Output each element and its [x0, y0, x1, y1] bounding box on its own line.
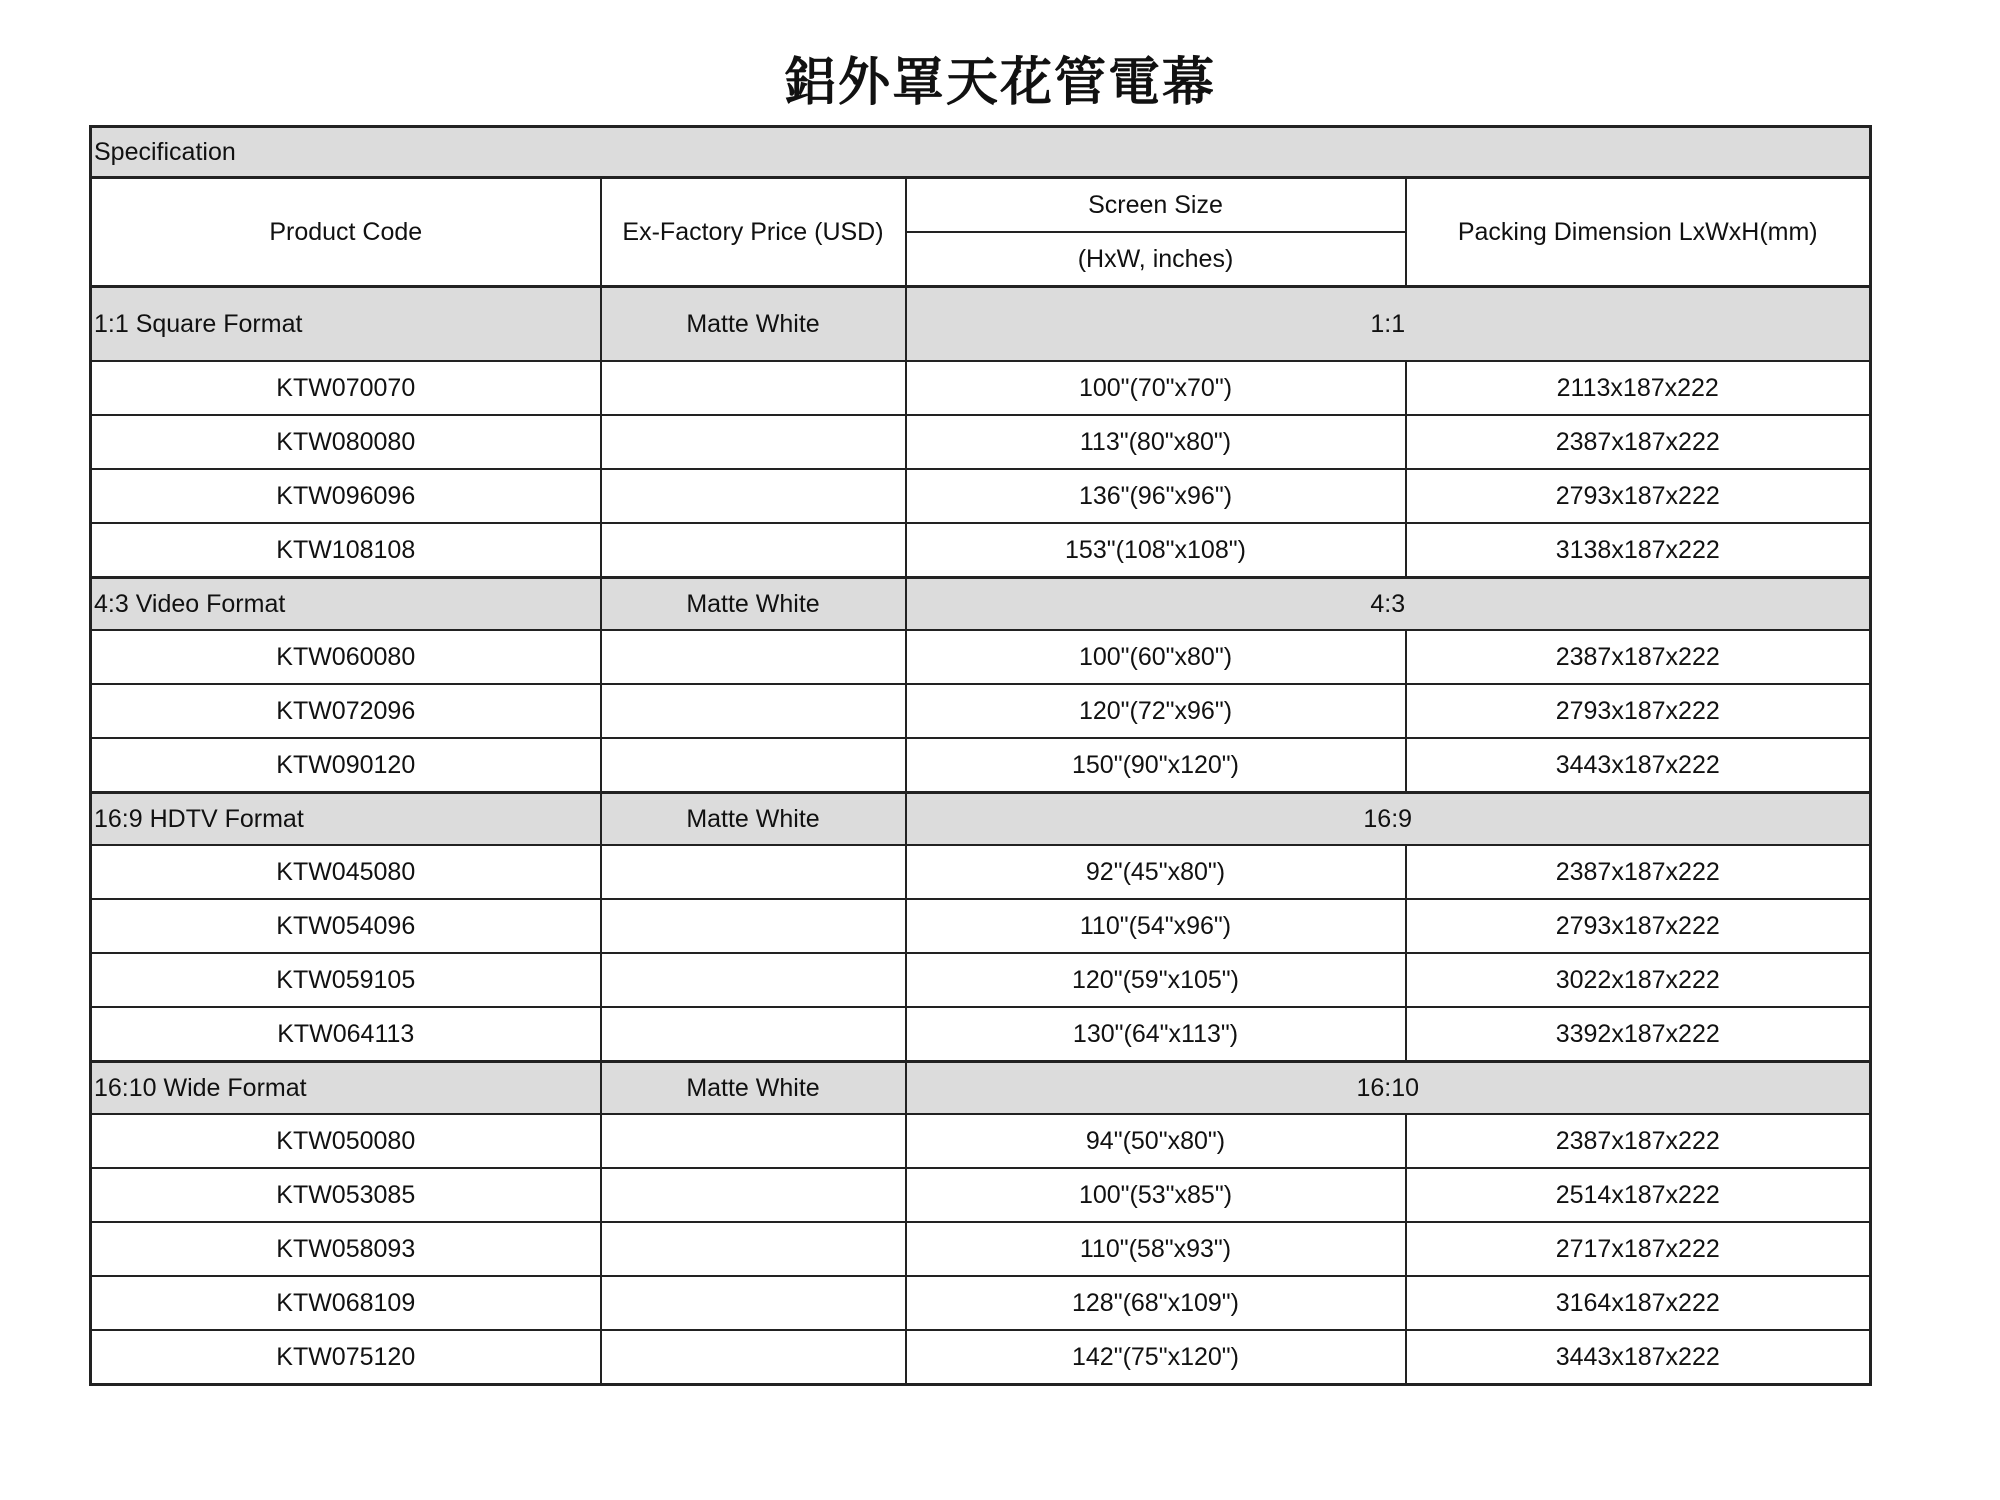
product-code-cell: KTW075120: [91, 1330, 601, 1385]
packing-dimension-cell: 2113x187x222: [1406, 361, 1871, 415]
group-finish: Matte White: [601, 287, 906, 362]
header-price: Ex-Factory Price (USD): [601, 178, 906, 287]
table-row: [91, 953, 1871, 1007]
price-cell: [601, 738, 906, 793]
packing-dimension-cell: 2387x187x222: [1406, 845, 1871, 899]
group-row: [91, 1062, 1871, 1115]
table-row: [91, 684, 1871, 738]
product-code-cell: KTW054096: [91, 899, 601, 953]
packing-dimension-cell: 3138x187x222: [1406, 523, 1871, 578]
screen-size-cell: 110"(58"x93"): [906, 1222, 1406, 1276]
packing-dimension-cell: 3443x187x222: [1406, 738, 1871, 793]
header-row: [91, 178, 1871, 233]
table-row: [91, 361, 1871, 415]
price-cell: [601, 1330, 906, 1385]
packing-dimension-cell: 2387x187x222: [1406, 415, 1871, 469]
group-aspect-ratio: 1:1: [906, 287, 1871, 362]
product-code-cell: KTW068109: [91, 1276, 601, 1330]
table-row: [91, 1114, 1871, 1168]
price-cell: [601, 1168, 906, 1222]
screen-size-cell: 153"(108"x108"): [906, 523, 1406, 578]
price-cell: [601, 1222, 906, 1276]
packing-dimension-cell: 3164x187x222: [1406, 1276, 1871, 1330]
screen-size-cell: 94"(50"x80"): [906, 1114, 1406, 1168]
screen-size-cell: 142"(75"x120"): [906, 1330, 1406, 1385]
group-format-name: 16:10 Wide Format: [91, 1062, 601, 1115]
product-code-cell: KTW090120: [91, 738, 601, 793]
product-code-cell: KTW108108: [91, 523, 601, 578]
screen-size-cell: 130"(64"x113"): [906, 1007, 1406, 1062]
group-row: [91, 287, 1871, 362]
screen-size-cell: 128"(68"x109"): [906, 1276, 1406, 1330]
price-cell: [601, 684, 906, 738]
screen-size-cell: 100"(53"x85"): [906, 1168, 1406, 1222]
table-row: [91, 1276, 1871, 1330]
screen-size-cell: 136"(96"x96"): [906, 469, 1406, 523]
price-cell: [601, 1007, 906, 1062]
screen-size-cell: 110"(54"x96"): [906, 899, 1406, 953]
product-code-cell: KTW080080: [91, 415, 601, 469]
header-screen-size-units: (HxW, inches): [906, 232, 1406, 287]
packing-dimension-cell: 3022x187x222: [1406, 953, 1871, 1007]
price-cell: [601, 630, 906, 684]
screen-size-cell: 113"(80"x80"): [906, 415, 1406, 469]
group-aspect-ratio: 16:9: [906, 793, 1871, 846]
screen-size-cell: 120"(59"x105"): [906, 953, 1406, 1007]
price-cell: [601, 361, 906, 415]
group-format-name: 1:1 Square Format: [91, 287, 601, 362]
price-cell: [601, 523, 906, 578]
group-finish: Matte White: [601, 1062, 906, 1115]
product-code-cell: KTW045080: [91, 845, 601, 899]
header-packing-dimension: Packing Dimension LxWxH(mm): [1406, 178, 1871, 287]
packing-dimension-cell: 2387x187x222: [1406, 1114, 1871, 1168]
product-code-cell: KTW096096: [91, 469, 601, 523]
packing-dimension-cell: 3443x187x222: [1406, 1330, 1871, 1385]
group-aspect-ratio: 4:3: [906, 578, 1871, 631]
product-code-cell: KTW064113: [91, 1007, 601, 1062]
group-finish: Matte White: [601, 793, 906, 846]
group-aspect-ratio: 16:10: [906, 1062, 1871, 1115]
price-cell: [601, 469, 906, 523]
price-cell: [601, 953, 906, 1007]
price-cell: [601, 845, 906, 899]
document-title: 鋁外罩天花管電幕: [783, 52, 1216, 113]
screen-size-cell: 92"(45"x80"): [906, 845, 1406, 899]
packing-dimension-cell: 2793x187x222: [1406, 684, 1871, 738]
product-code-cell: KTW053085: [91, 1168, 601, 1222]
packing-dimension-cell: 2793x187x222: [1406, 469, 1871, 523]
group-row: [91, 578, 1871, 631]
packing-dimension-cell: 2514x187x222: [1406, 1168, 1871, 1222]
specification-row: [91, 127, 1871, 178]
screen-size-cell: 100"(60"x80"): [906, 630, 1406, 684]
screen-size-cell: 120"(72"x96"): [906, 684, 1406, 738]
table-row: [91, 415, 1871, 469]
product-code-cell: KTW059105: [91, 953, 601, 1007]
table-row: [91, 1168, 1871, 1222]
table-row: [91, 469, 1871, 523]
table-row: [91, 1222, 1871, 1276]
price-cell: [601, 1114, 906, 1168]
header-screen-size: Screen Size: [906, 178, 1406, 233]
product-code-cell: KTW060080: [91, 630, 601, 684]
screen-size-cell: 100"(70"x70"): [906, 361, 1406, 415]
group-format-name: 16:9 HDTV Format: [91, 793, 601, 846]
packing-dimension-cell: 2793x187x222: [1406, 899, 1871, 953]
table-row: [91, 630, 1871, 684]
packing-dimension-cell: 3392x187x222: [1406, 1007, 1871, 1062]
table-row: [91, 738, 1871, 793]
price-cell: [601, 415, 906, 469]
product-code-cell: KTW050080: [91, 1114, 601, 1168]
table-row: [91, 523, 1871, 578]
spec-table-body: [91, 127, 1871, 1385]
specification-label: Specification: [91, 127, 1871, 178]
group-format-name: 4:3 Video Format: [91, 578, 601, 631]
product-code-cell: KTW058093: [91, 1222, 601, 1276]
packing-dimension-cell: 2717x187x222: [1406, 1222, 1871, 1276]
header-product-code: Product Code: [91, 178, 601, 287]
table-row: [91, 899, 1871, 953]
price-cell: [601, 899, 906, 953]
product-code-cell: KTW072096: [91, 684, 601, 738]
product-code-cell: KTW070070: [91, 361, 601, 415]
group-finish: Matte White: [601, 578, 906, 631]
packing-dimension-cell: 2387x187x222: [1406, 630, 1871, 684]
table-row: [91, 1330, 1871, 1385]
price-cell: [601, 1276, 906, 1330]
table-row: [91, 1007, 1871, 1062]
screen-size-cell: 150"(90"x120"): [906, 738, 1406, 793]
table-row: [91, 845, 1871, 899]
spec-table: [89, 125, 1872, 1386]
group-row: [91, 793, 1871, 846]
